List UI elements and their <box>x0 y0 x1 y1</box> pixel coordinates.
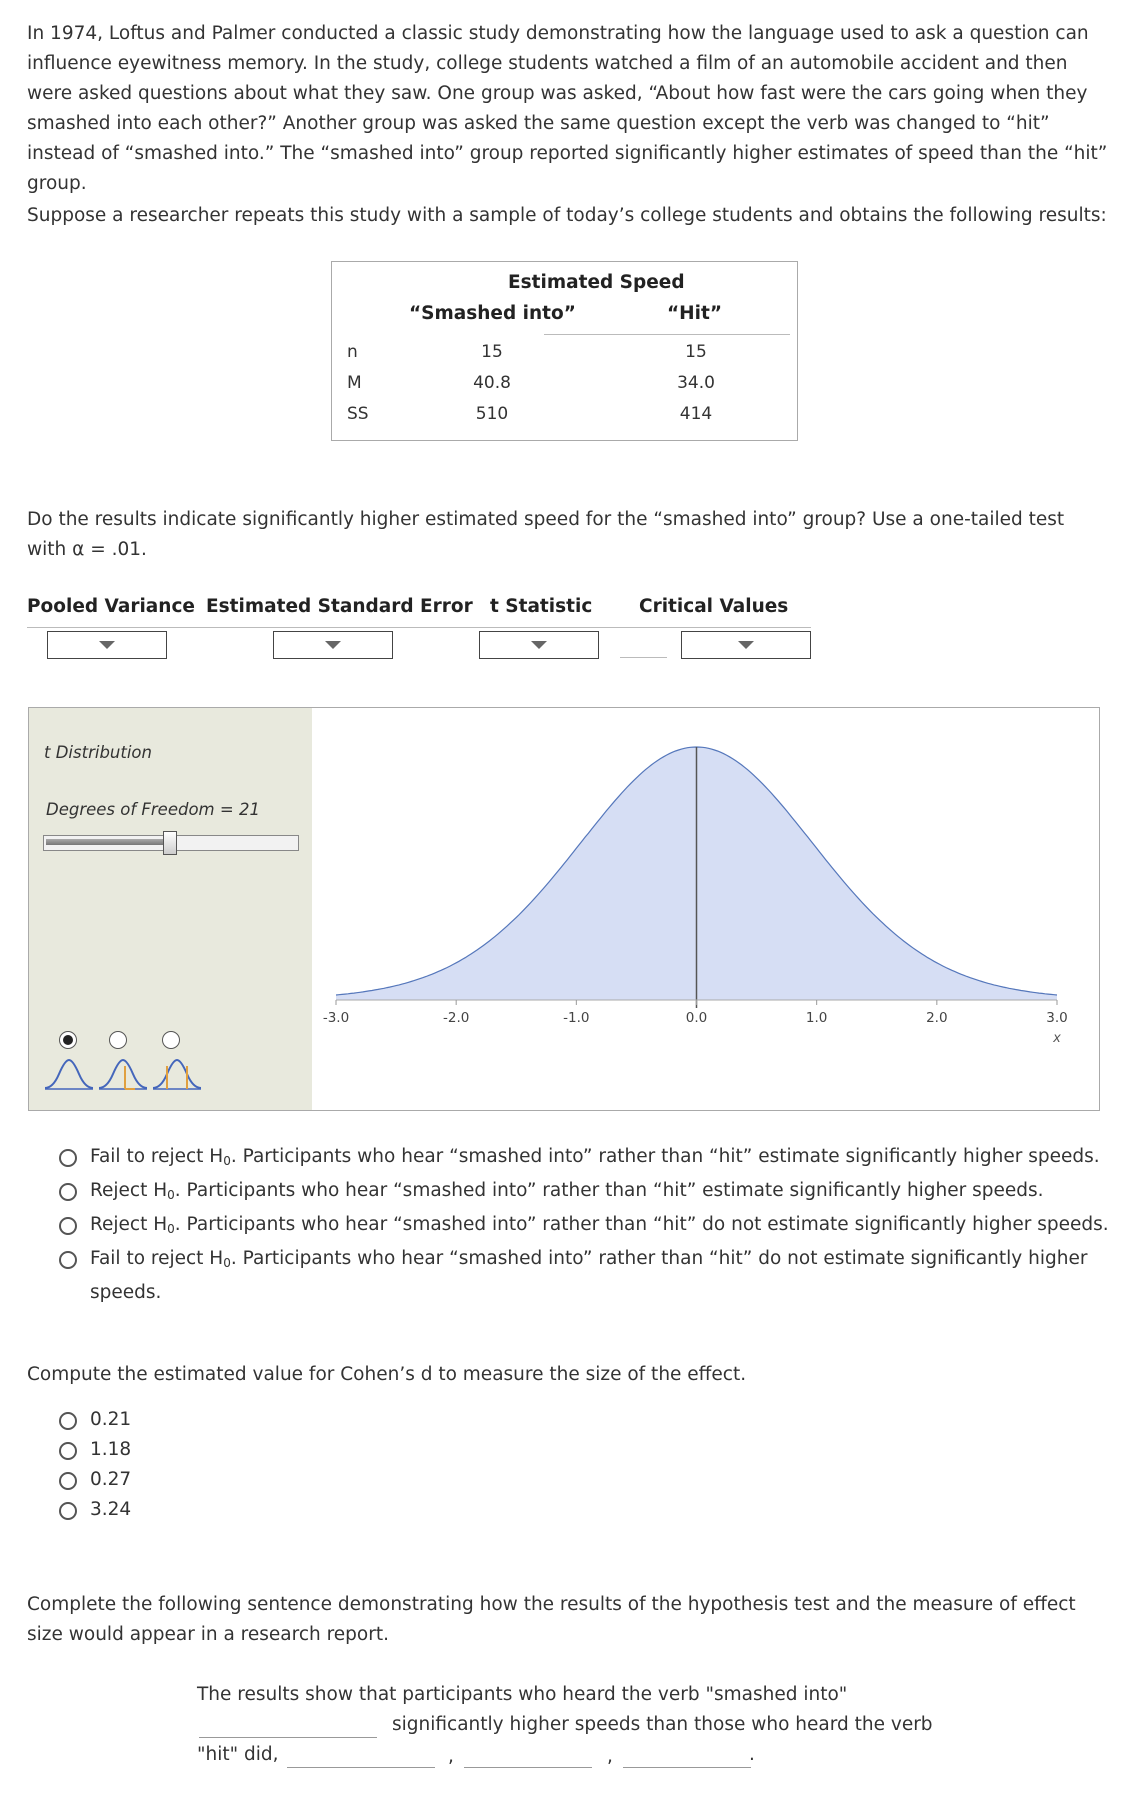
sentence-line-3: "hit" did, <box>197 1744 279 1765</box>
t-distribution-plot <box>312 708 1097 1108</box>
radio-button[interactable] <box>59 1217 77 1235</box>
hypothesis-option-1[interactable] <box>59 1142 1109 1176</box>
separator-comma: , <box>448 1746 454 1767</box>
x-tick-label: 3.0 <box>1046 1010 1068 1026</box>
tail-radio-two-tailed[interactable] <box>162 1031 180 1049</box>
option-text: Reject H <box>90 1180 168 1201</box>
critical-value-sign-blank[interactable] <box>620 657 667 658</box>
cohens-d-question: Compute the estimated value for Cohen’s d to measure the size of the effect. <box>27 1364 747 1385</box>
sentence-end-period: . <box>749 1744 755 1765</box>
chevron-down-icon <box>738 641 754 649</box>
col-hit: “Hit” <box>667 303 722 324</box>
option-text: 3.24 <box>90 1499 132 1520</box>
hypothesis-option-3[interactable] <box>59 1210 1109 1244</box>
verb-blank[interactable] <box>199 1737 377 1738</box>
cell-n-smashed: 15 <box>481 342 503 362</box>
calc-header-rule <box>27 627 811 628</box>
slider-fill <box>46 839 167 845</box>
cell-m-hit: 34.0 <box>677 373 715 393</box>
cohens-d-option-2[interactable] <box>59 1435 359 1465</box>
option-text: . Participants who hear “smashed into” rather than “hit” estimate significantly higher speeds. <box>174 1180 1044 1201</box>
option-text: . Participants who hear “smashed into” rather than “hit” estimate significantly higher speeds. <box>230 1146 1100 1167</box>
degrees-of-freedom-slider[interactable] <box>43 835 299 851</box>
option-text: . Participants who hear “smashed into” rather than “hit” do not estimate significantly higher speeds. <box>90 1248 1088 1303</box>
option-text: 1.18 <box>90 1439 132 1460</box>
radio-button[interactable] <box>59 1251 77 1269</box>
x-axis-ticks <box>323 1000 1068 1026</box>
t-statistic-dropdown[interactable] <box>479 631 599 659</box>
cohens-d-option-4[interactable] <box>59 1495 359 1525</box>
two-tail-curve-icon <box>153 1060 201 1089</box>
tail-type-icons <box>43 1058 203 1092</box>
right-tail-curve-icon <box>99 1060 147 1089</box>
x-tick-label: 1.0 <box>805 1010 828 1026</box>
option-text: Fail to reject H <box>90 1146 224 1167</box>
option-subscript: 0 <box>167 1222 175 1236</box>
chevron-down-icon <box>531 641 547 649</box>
option-subscript: 0 <box>223 1154 231 1168</box>
pooled-variance-dropdown[interactable] <box>47 631 167 659</box>
row-label-m: M <box>347 373 362 393</box>
slider-thumb[interactable] <box>163 831 177 855</box>
hypothesis-options <box>59 1142 1109 1308</box>
degrees-of-freedom-label: Degrees of Freedom = 21 <box>46 800 260 819</box>
question-paragraph: Do the results indicate significantly higher estimated speed for the “smashed into” group? Use a one-tailed test with α = .01. <box>27 509 1065 560</box>
cell-m-smashed: 40.8 <box>473 373 511 393</box>
critical-values-header: Critical Values <box>639 596 789 617</box>
chevron-down-icon <box>325 641 341 649</box>
tail-radio-one-right[interactable] <box>109 1031 127 1049</box>
radio-button[interactable] <box>59 1442 77 1460</box>
option-text: Reject H <box>90 1214 168 1235</box>
cell-n-hit: 15 <box>685 342 707 362</box>
option-subscript: 0 <box>223 1256 231 1270</box>
t-distribution-control-panel <box>29 708 312 1110</box>
p-report-blank[interactable] <box>464 1767 592 1768</box>
hypothesis-option-2[interactable] <box>59 1176 1109 1210</box>
left-tail-curve-icon <box>45 1060 93 1089</box>
separator-comma: , <box>607 1746 613 1767</box>
option-text: 0.21 <box>90 1409 132 1430</box>
hypothesis-option-4[interactable] <box>59 1244 1109 1308</box>
x-tick-label: -1.0 <box>563 1010 590 1026</box>
cell-ss-smashed: 510 <box>475 404 509 424</box>
standard-error-header: Estimated Standard Error <box>206 596 473 617</box>
col-smashed-into: “Smashed into” <box>409 303 576 324</box>
t-distribution-title: t Distribution <box>44 743 152 762</box>
x-tick-label: 0.0 <box>685 1010 708 1026</box>
cohens-d-options <box>59 1405 359 1525</box>
row-label-n: n <box>347 342 358 362</box>
radio-button[interactable] <box>59 1412 77 1430</box>
x-tick-label: 2.0 <box>926 1010 948 1026</box>
radio-button[interactable] <box>59 1149 77 1167</box>
cohens-d-option-3[interactable] <box>59 1465 359 1495</box>
option-text: Fail to reject H <box>90 1248 224 1269</box>
t-statistic-header: t Statistic <box>490 596 593 617</box>
radio-button[interactable] <box>59 1183 77 1201</box>
results-table <box>331 261 798 441</box>
pooled-variance-header: Pooled Variance <box>27 596 195 617</box>
cell-ss-hit: 414 <box>679 404 713 424</box>
t-distribution-widget <box>28 707 1100 1111</box>
cohens-d-option-1[interactable] <box>59 1405 359 1435</box>
d-report-blank[interactable] <box>623 1767 751 1768</box>
x-tick-label: -3.0 <box>322 1010 350 1026</box>
sentence-line-1: The results show that participants who heard the verb "smashed into" <box>197 1684 848 1705</box>
option-text: . Participants who hear “smashed into” rather than “hit” do not estimate significantly higher speeds. <box>174 1214 1109 1235</box>
radio-button[interactable] <box>59 1502 77 1520</box>
report-question: Complete the following sentence demonstrating how the results of the hypothesis test and the measure of effect size would appear in a research report. <box>27 1594 1076 1645</box>
intro-paragraph: In 1974, Loftus and Palmer conducted a classic study demonstrating how the language used to ask a question can influence eyewitness memory. In the study, college students watched a film of an automobile accident and then were asked questions about what they saw. One group was asked, “About how fast were the cars going when they smashed into each other?” Another group was asked the same question except the verb was changed to “hit” instead of “smashed into.” The “smashed into” group reported significantly higher estimates of speed than the “hit” group. <box>27 23 1108 194</box>
table-title: Estimated Speed <box>508 272 685 293</box>
chevron-down-icon <box>99 641 115 649</box>
standard-error-dropdown[interactable] <box>273 631 393 659</box>
option-subscript: 0 <box>167 1188 175 1202</box>
radio-button[interactable] <box>59 1472 77 1490</box>
table-header-rule <box>544 334 790 335</box>
critical-values-dropdown[interactable] <box>681 631 811 659</box>
t-report-blank[interactable] <box>287 1767 435 1768</box>
sentence-line-2: significantly higher speeds than those who heard the verb <box>392 1714 933 1735</box>
suppose-paragraph: Suppose a researcher repeats this study with a sample of today’s college students and obtains the following results: <box>27 205 1107 226</box>
x-axis-label: x <box>1053 1031 1061 1046</box>
tail-radio-one-left[interactable] <box>59 1031 77 1049</box>
row-label-ss: SS <box>347 404 369 424</box>
option-text: 0.27 <box>90 1469 132 1490</box>
x-tick-label: -2.0 <box>442 1010 470 1026</box>
